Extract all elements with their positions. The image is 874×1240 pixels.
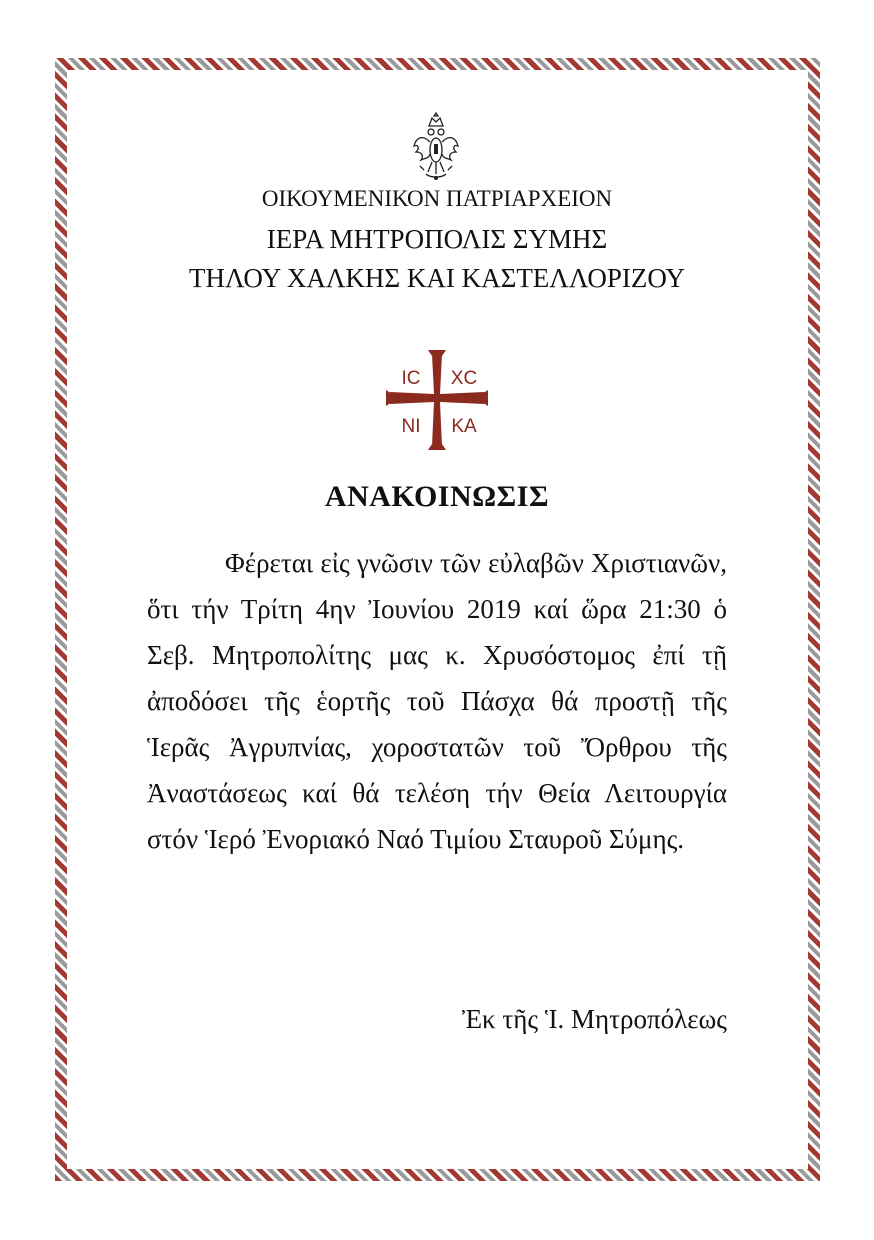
cross-label-ni: NI (401, 416, 421, 437)
double-headed-eagle-icon (412, 112, 460, 184)
metropolis-line: ΙΕΡΑ ΜΗΤΡΟΠΟΛΙΣ ΣΥΜΗΣ (266, 224, 608, 254)
patriarchate-line: ΟΙΚΟΥΜΕΝΙΚΟΝ ΠΑΤΡΙΑΡΧΕΙΟΝ (261, 186, 613, 211)
cross-label-ic: IC (401, 368, 421, 389)
signature-line: Ἐκ τῆς Ἱ. Μητροπόλεως (461, 1004, 727, 1034)
announcement-title: ΑΝΑΚΟΙΝΩΣΙΣ (324, 480, 550, 513)
islands-line: ΤΗΛΟΥ ΧΑΛΚΗΣ ΚΑΙ ΚΑΣΤΕΛΛΟΡΙΖΟΥ (188, 263, 686, 293)
ic-xc-nika-cross-icon (384, 348, 490, 452)
announcement-body: Φέρεται εἰς γνῶσιν τῶν εὐλαβῶν Χριστιανῶν, ὅτι τήν Τρίτη 4ην Ἰουνίου 2019 καί ὥρα 21:30 ὁ Σεβ. Μητροπολίτης μας κ. Χρυσόστομος ἐπί τῇ ἀποδόσει τῆς ἑορτῆς τοῦ Πάσχα θά προστῇ τῆς Ἱερᾶς Ἀγρυπνίας, χοροστατῶν τοῦ Ὄρθρου τῆς Ἀναστάσεως καί θά τελέση τήν Θεία Λειτουργία στόν Ἱερό Ἐνοριακό Ναό Τιμίου Σταυροῦ Σύμης. (147, 548, 727, 854)
cross-label-ka: KA (451, 416, 477, 437)
cross-label-xc: XC (450, 368, 478, 389)
